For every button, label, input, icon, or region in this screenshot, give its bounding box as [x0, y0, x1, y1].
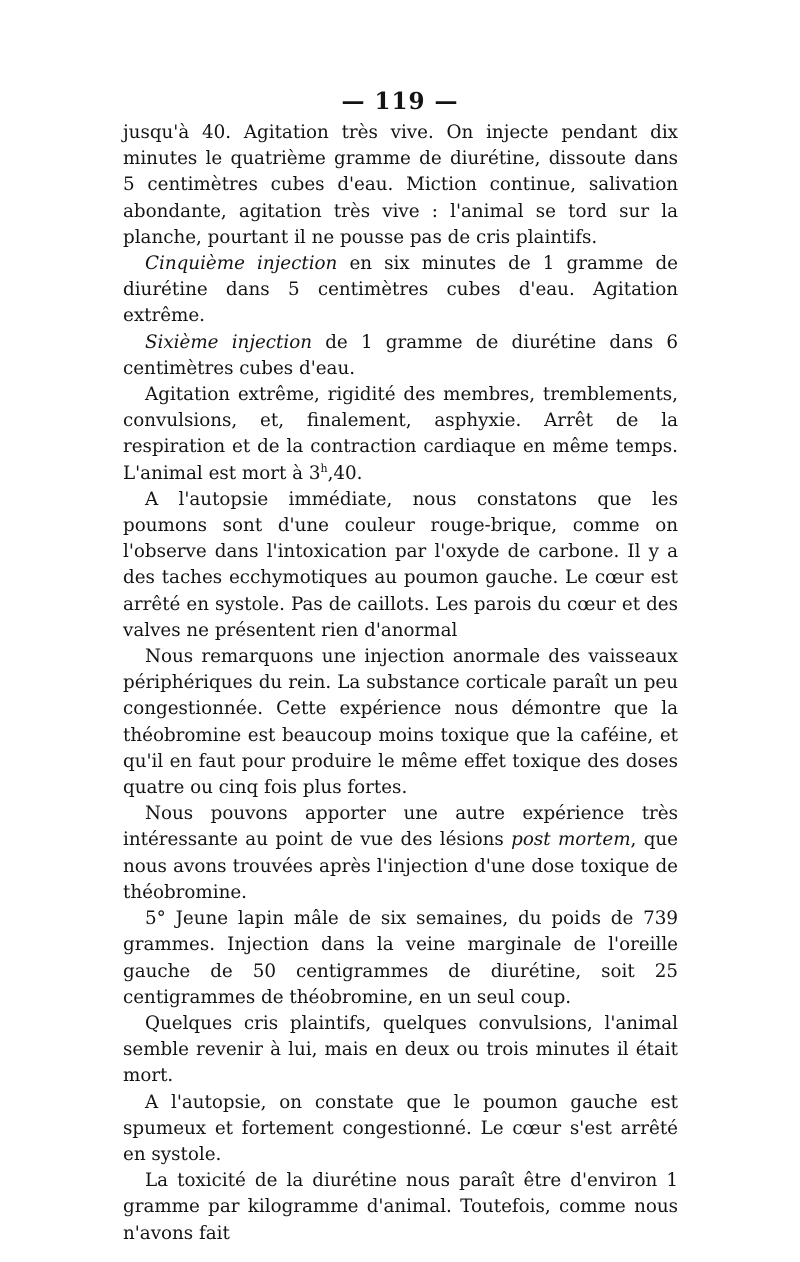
superscript-text: h: [320, 461, 328, 475]
text-run: Quelques cris plaintifs, quelques convulsions, l'animal semble revenir à lui, mais en deux ou trois minutes il était mort.: [123, 1012, 678, 1087]
paragraph: [123, 906, 678, 1011]
text-run: Nous pouvons apporter une autre expérience très intéressante au point de vue des lésions: [123, 803, 678, 851]
text-run: de 1 gramme de diurétine dans 6 centimètres cubes d'eau.: [123, 331, 678, 379]
text-run: Agitation extrême, rigidité des membres, tremblements, convulsions, et, finalement, asphyxie. Arrêt de la respiration et de la contraction cardiaque en même temps. L'animal est mort à 3: [123, 384, 678, 484]
text-run: La toxicité de la diurétine nous paraît être d'environ 1 gramme par kilogramme d'animal. Toutefois, comme nous n'avons fait: [123, 1170, 678, 1244]
paragraph: [123, 382, 678, 487]
paragraph: [123, 1168, 678, 1247]
paragraph: [123, 330, 678, 382]
text-run: Nous remarquons une injection anormale des vaisseaux périphériques du rein. La substance corticale paraît un peu congestionnée. Cette expérience nous démontre que la théobromine est beaucoup moins toxique que la caféine, et qu'il en faut pour produire le même effet toxique des doses quatre ou cinq fois plus fortes.: [123, 646, 678, 799]
italic-text: Sixième injection: [145, 331, 313, 353]
italic-text: post mortem: [511, 829, 631, 851]
paragraph: [123, 487, 678, 644]
text-run: jusqu'à 40. Agitation très vive. On injecte pendant dix minutes le quatrième gramme de diurétine, dissoute dans 5 centimètres cubes d'eau. Miction continue, salivation abondante, agitation très vive : l'animal se tord sur la planche, pourtant il ne pousse pas de cris plaintifs.: [123, 122, 678, 248]
text-run: A l'autopsie, on constate que le poumon gauche est spumeux et fortement congestionné. Le cœur s'est arrêté en systole.: [123, 1091, 678, 1165]
paragraph: [123, 120, 678, 251]
page-number: — 119 —: [341, 88, 459, 115]
italic-text: Cinquième injection: [145, 253, 338, 275]
paragraph: [123, 1011, 678, 1090]
paragraph: [123, 1090, 678, 1169]
text-run: , que nous avons trouvées après l'injection d'une dose toxique de théobromine.: [123, 829, 678, 903]
text-run: ,40.: [327, 462, 363, 484]
paragraph: [123, 801, 678, 906]
text-run: A l'autopsie immédiate, nous constatons que les poumons sont d'une couleur rouge-brique, comme on l'observe dans l'intoxication par l'oxyde de carbone. Il y a des taches ecchymotiques au poumon gauche. Le cœur est arrêté en systole. Pas de caillots. Les parois du cœur et des valves ne présentent rien d'anormal: [123, 488, 678, 641]
text-run: 5° Jeune lapin mâle de six semaines, du poids de 739 grammes. Injection dans la veine marginale de l'oreille gauche de 50 centigrammes de diurétine, soit 25 centigrammes de théobromine, en un seul coup.: [123, 908, 678, 1008]
paragraph: [123, 644, 678, 801]
text-run: en six minutes de 1 gramme de diurétine dans 5 centimètres cubes d'eau. Agitation extrême.: [123, 253, 678, 327]
paragraph: [123, 251, 678, 330]
body-text: [123, 120, 678, 1247]
